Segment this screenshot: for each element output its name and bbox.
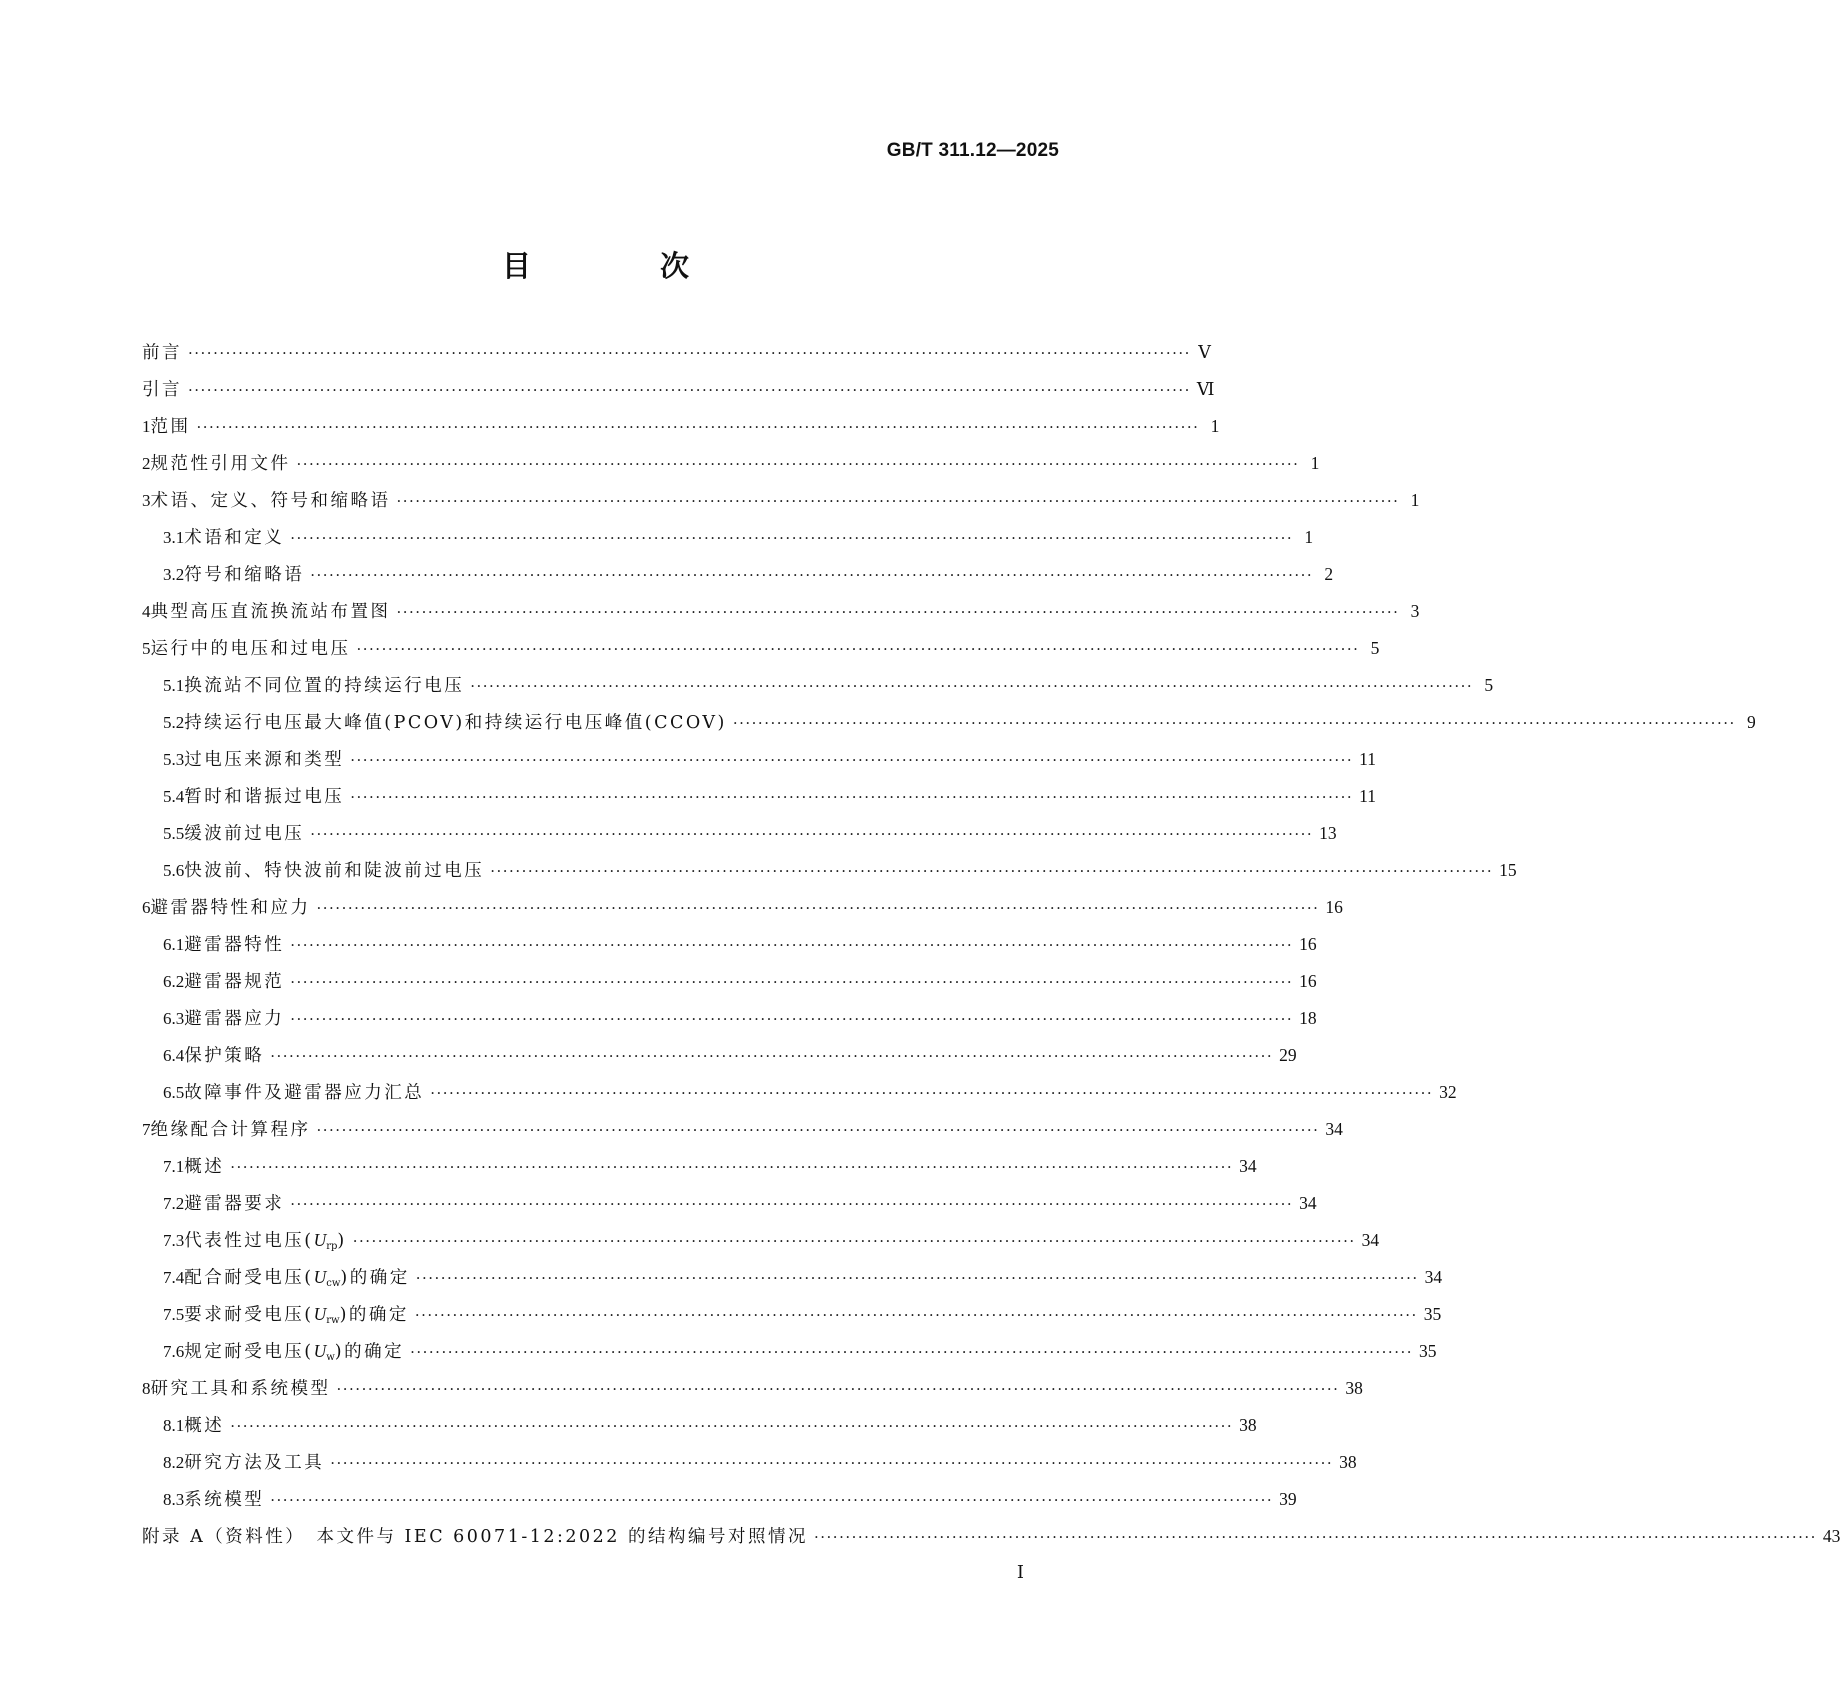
toc-entry-title: [184, 820, 304, 845]
toc-entry-title-text: 缓波前过电压: [184, 824, 305, 844]
page-number: Ⅰ: [1016, 1562, 1024, 1582]
toc-entry-page: 29: [1279, 1045, 1297, 1065]
dot-leader: ································································································································································: [290, 529, 1294, 547]
voltage-symbol: U: [313, 1230, 327, 1250]
toc-entry[interactable]: [142, 1264, 1443, 1301]
toc-entry-title-suffix: ): [337, 1231, 347, 1251]
toc-entry[interactable]: [142, 931, 1317, 968]
toc-entry[interactable]: [142, 376, 1215, 413]
toc-entry-title-text: 避雷器特性: [184, 935, 285, 955]
toc-entry-title-text: 符号和缩略语: [184, 565, 305, 585]
toc-entry-page: 5: [1484, 675, 1494, 695]
toc-entry-number: 5: [142, 639, 151, 658]
toc-entry-page: 15: [1499, 860, 1517, 880]
toc-entry-page: 1: [1210, 416, 1220, 436]
toc-entry[interactable]: [142, 487, 1420, 524]
toc-entry-title: [184, 783, 344, 808]
dot-leader: ································································································································································: [230, 1158, 1234, 1176]
toc-entry-title: [184, 672, 464, 697]
toc-entry-title: [184, 1412, 224, 1437]
voltage-subscript: cw: [326, 1278, 341, 1289]
toc-entry-number: 3: [142, 491, 151, 510]
toc-entry[interactable]: [142, 783, 1376, 820]
toc-entry-title: [151, 894, 311, 919]
toc-entry-title-suffix: )的确定: [339, 1305, 409, 1325]
toc-entry-title-text: 术语、定义、符号和缩略语: [150, 491, 391, 511]
dot-leader: ································································································································································: [316, 899, 1320, 917]
toc-entry-title: [151, 487, 391, 512]
toc-entry-title: [184, 1042, 264, 1067]
toc-entry-page: 1: [1310, 453, 1320, 473]
toc-entry-page: 34: [1299, 1193, 1317, 1213]
toc-entry-title: [184, 1227, 346, 1252]
toc-entry-number: 4: [142, 602, 151, 621]
dot-leader: ································································································································································: [270, 1047, 1274, 1065]
toc-entry-page: 32: [1439, 1082, 1457, 1102]
toc-entry-title: [151, 450, 291, 475]
toc-entry-title-text: 保护策略: [184, 1046, 265, 1066]
toc-entry-title: [151, 413, 191, 438]
toc-entry-title: [142, 376, 182, 401]
dot-leader: ································································································································································: [196, 418, 1200, 436]
voltage-symbol: U: [313, 1304, 327, 1324]
toc-entry-page: 13: [1319, 823, 1337, 843]
toc-entry[interactable]: [142, 1116, 1343, 1153]
toc-entry-title: [184, 1190, 284, 1215]
toc-entry-number: 6.5: [163, 1083, 185, 1102]
toc-entry-title-text: 前言: [142, 343, 182, 363]
toc-entry[interactable]: [142, 339, 1211, 376]
toc-entry-title: [184, 1301, 409, 1326]
toc-entry-page: 16: [1299, 934, 1317, 954]
toc-entry-number: 5.6: [163, 861, 185, 880]
toc-entry-title: [184, 1005, 284, 1030]
toc-entry-number: 7: [142, 1120, 151, 1139]
dot-leader: ································································································································································: [415, 1269, 1419, 1287]
toc-entry[interactable]: [142, 1449, 1357, 1486]
toc-entry-title-text: 要求耐受电压(: [184, 1305, 314, 1325]
toc-entry-title-text: 代表性过电压(: [184, 1231, 314, 1251]
toc-entry-page: Ⅴ: [1198, 342, 1211, 362]
toc-entry[interactable]: [142, 413, 1220, 450]
toc-entry-number: 1: [142, 417, 151, 436]
toc-entry-page: 3: [1410, 601, 1420, 621]
toc-entry-title: [151, 635, 351, 660]
toc-entry-page: 2: [1324, 564, 1334, 584]
dot-leader: ································································································································································: [396, 603, 1400, 621]
toc-entry-page: 9: [1747, 712, 1756, 732]
dot-leader: ································································································································································: [296, 455, 1300, 473]
toc-entry-title-text: 快波前、特快波前和陡波前过电压: [184, 861, 485, 881]
dot-leader: ································································································································································: [814, 1528, 1817, 1546]
toc-entry[interactable]: [142, 561, 1334, 598]
toc-entry-number: 7.1: [163, 1157, 185, 1176]
toc-entry-page: 11: [1359, 749, 1376, 769]
voltage-symbol: U: [313, 1267, 327, 1287]
toc-entry-page: 38: [1239, 1415, 1257, 1435]
toc-entry-number: 7.3: [163, 1231, 185, 1250]
toc-entry[interactable]: [142, 635, 1380, 672]
toc-entry[interactable]: [142, 709, 1756, 746]
toc-entry-title: [184, 1079, 424, 1104]
dot-leader: ································································································································································: [350, 788, 1354, 806]
toc-entry[interactable]: [142, 1042, 1297, 1079]
toc-entry[interactable]: [142, 1227, 1380, 1264]
dot-leader: ································································································································································: [356, 640, 1360, 658]
toc-entry-number: 7.5: [163, 1305, 185, 1324]
toc-entry-title-text: 规范性引用文件: [150, 454, 291, 474]
dot-leader: ································································································································································: [410, 1343, 1413, 1361]
toc-entry-page: 38: [1339, 1452, 1357, 1472]
dot-leader: ································································································································································: [230, 1417, 1234, 1435]
toc-entry[interactable]: [142, 894, 1343, 931]
toc-entry-title-text: 引言: [142, 380, 182, 400]
toc-entry-number: 3.2: [163, 565, 185, 584]
toc-entry-title-text: 系统模型: [184, 1490, 265, 1510]
toc-entry-number: 6.3: [163, 1009, 185, 1028]
toc-entry-title: [184, 1264, 409, 1289]
toc-entry[interactable]: [142, 746, 1376, 783]
toc-entry-title-suffix: )的确定: [340, 1268, 410, 1288]
toc-entry-title: [184, 1338, 404, 1363]
toc-entry-title: [142, 1523, 808, 1548]
toc-entry-number: 3.1: [163, 528, 185, 547]
toc-entry-title-text: 范围: [150, 417, 191, 437]
toc-entry[interactable]: [142, 1153, 1257, 1190]
dot-leader: ································································································································································: [188, 381, 1191, 399]
toc-entry-page: Ⅵ: [1196, 379, 1215, 399]
toc-entry-page: 34: [1325, 1119, 1343, 1139]
dot-leader: ································································································································································: [490, 862, 1494, 880]
voltage-symbol: U: [313, 1341, 327, 1361]
dot-leader: ································································································································································: [270, 1491, 1274, 1509]
toc-entry-title-text: 避雷器特性和应力: [150, 898, 311, 918]
toc-entry[interactable]: [142, 857, 1517, 894]
toc-entry-title-text: 研究工具和系统模型: [150, 1379, 331, 1399]
toc-entry-page: 16: [1325, 897, 1343, 917]
toc-entry-title: [184, 931, 284, 956]
toc-entry-page: 18: [1299, 1008, 1317, 1028]
toc-entry-title-text: 避雷器要求: [184, 1194, 285, 1214]
toc-entry-number: 6.4: [163, 1046, 185, 1065]
toc-entry-title-text: 附录 A（资料性） 本文件与 IEC 60071-12:2022 的结构编号对照情况: [142, 1527, 808, 1547]
toc-entry[interactable]: [142, 1523, 1840, 1560]
dot-leader: ································································································································································: [290, 1010, 1294, 1028]
toc-entry-title-text: 概述: [184, 1157, 225, 1177]
dot-leader: ································································································································································: [414, 1306, 1418, 1324]
toc-entry-page: 1: [1410, 490, 1420, 510]
toc-entry-title-suffix: )的确定: [334, 1342, 405, 1362]
toc-entry-number: 5.5: [163, 824, 185, 843]
toc-heading: 目 次: [501, 249, 739, 283]
toc-entry-page: 39: [1279, 1489, 1297, 1509]
toc-entry-page: 1: [1304, 527, 1314, 547]
toc-entry-title: [184, 746, 344, 771]
dot-leader: ································································································································································: [188, 344, 1191, 362]
toc-entry-number: 2: [142, 454, 151, 473]
toc-entry-number: 5.1: [163, 676, 185, 695]
toc-entry[interactable]: [142, 1338, 1437, 1375]
toc-entry-title: [184, 1153, 224, 1178]
toc-entry-title-text: 暂时和谐振过电压: [184, 787, 345, 807]
dot-leader: ································································································································································: [732, 714, 1736, 732]
toc-entry[interactable]: [142, 1190, 1317, 1227]
toc-entry-title: [184, 1449, 324, 1474]
toc-entry-title-text: 配合耐受电压(: [184, 1268, 314, 1288]
toc-entry[interactable]: [142, 1486, 1297, 1523]
toc-entry-number: 6: [142, 898, 151, 917]
toc-entry[interactable]: [142, 1301, 1442, 1338]
dot-leader: ································································································································································: [470, 677, 1474, 695]
toc-entry[interactable]: [142, 598, 1420, 635]
toc-entry-title-text: 避雷器规范: [184, 972, 285, 992]
toc-entry-page: 5: [1370, 638, 1380, 658]
toc-entry-number: 8: [142, 1379, 151, 1398]
toc-entry-number: 8.2: [163, 1453, 185, 1472]
toc-entry-title-text: 规定耐受电压(: [184, 1342, 314, 1362]
toc-entry-number: 8.1: [163, 1416, 185, 1435]
toc-entry-page: 34: [1361, 1230, 1380, 1250]
voltage-subscript: rp: [326, 1241, 338, 1252]
toc-entry-title-text: 过电压来源和类型: [184, 750, 345, 770]
dot-leader: ································································································································································: [396, 492, 1400, 510]
toc-entry-page: 43: [1822, 1526, 1840, 1546]
voltage-subscript: w: [326, 1352, 335, 1363]
toc-entry-title-text: 概述: [184, 1416, 225, 1436]
toc-entry-page: 34: [1239, 1156, 1257, 1176]
toc-entry[interactable]: [142, 450, 1320, 487]
toc-entry[interactable]: [142, 1079, 1457, 1116]
dot-leader: ································································································································································: [290, 936, 1294, 954]
toc-entry-title: [151, 598, 391, 623]
dot-leader: ································································································································································: [352, 1232, 1356, 1250]
toc-entry-page: 16: [1299, 971, 1317, 991]
dot-leader: ································································································································································: [430, 1084, 1434, 1102]
toc-entry-title-text: 术语和定义: [184, 528, 285, 548]
toc-entry[interactable]: [142, 524, 1314, 561]
toc-entry-page: 34: [1424, 1267, 1443, 1287]
dot-leader: ································································································································································: [310, 825, 1314, 843]
toc-entry-page: 38: [1345, 1378, 1363, 1398]
dot-leader: ································································································································································: [336, 1380, 1340, 1398]
toc-entry-title-text: 持续运行电压最大峰值(PCOV)和持续运行电压峰值(CCOV): [184, 713, 727, 733]
toc-entry-title: [151, 1116, 311, 1141]
toc-entry-page: 11: [1359, 786, 1376, 806]
table-of-contents: [142, 339, 1840, 1560]
toc-entry-title-text: 绝缘配合计算程序: [150, 1120, 311, 1140]
toc-entry-title: [184, 524, 284, 549]
toc-entry-number: 5.2: [163, 713, 185, 732]
toc-entry-number: 5.4: [163, 787, 185, 806]
dot-leader: ································································································································································: [310, 566, 1314, 584]
toc-entry-number: 5.3: [163, 750, 185, 769]
toc-entry-number: 6.2: [163, 972, 185, 991]
toc-entry-title: [184, 561, 304, 586]
toc-entry-title: [151, 1375, 331, 1400]
toc-entry[interactable]: [142, 1412, 1257, 1449]
toc-entry[interactable]: [142, 1005, 1317, 1042]
toc-entry-title: [184, 1486, 264, 1511]
toc-entry[interactable]: [142, 820, 1337, 857]
toc-entry-page: 35: [1423, 1304, 1442, 1324]
toc-entry-title: [184, 968, 284, 993]
toc-entry-title-text: 研究方法及工具: [184, 1453, 325, 1473]
toc-entry-title-text: 换流站不同位置的持续运行电压: [184, 676, 465, 696]
toc-entry[interactable]: [142, 968, 1317, 1005]
standard-code: GB/T 311.12—2025: [886, 140, 1059, 161]
toc-entry[interactable]: [142, 1375, 1363, 1412]
dot-leader: ································································································································································: [350, 751, 1354, 769]
toc-entry[interactable]: [142, 672, 1494, 709]
toc-entry-number: 7.2: [163, 1194, 185, 1213]
toc-entry-number: 6.1: [163, 935, 185, 954]
toc-entry-number: 7.4: [163, 1268, 185, 1287]
voltage-subscript: rw: [326, 1315, 340, 1326]
toc-entry-title: [184, 709, 727, 734]
toc-entry-title-text: 运行中的电压和过电压: [150, 639, 351, 659]
dot-leader: ································································································································································: [316, 1121, 1320, 1139]
toc-entry-page: 35: [1419, 1341, 1437, 1361]
dot-leader: ································································································································································: [330, 1454, 1334, 1472]
toc-entry-title: [142, 339, 182, 364]
toc-entry-title-text: 典型高压直流换流站布置图: [150, 602, 391, 622]
toc-entry-number: 7.6: [163, 1342, 185, 1361]
toc-entry-title: [184, 857, 484, 882]
toc-entry-title-text: 故障事件及避雷器应力汇总: [184, 1083, 425, 1103]
toc-entry-number: 8.3: [163, 1490, 185, 1509]
dot-leader: ································································································································································: [290, 1195, 1294, 1213]
toc-entry-title-text: 避雷器应力: [184, 1009, 285, 1029]
dot-leader: ································································································································································: [290, 973, 1294, 991]
